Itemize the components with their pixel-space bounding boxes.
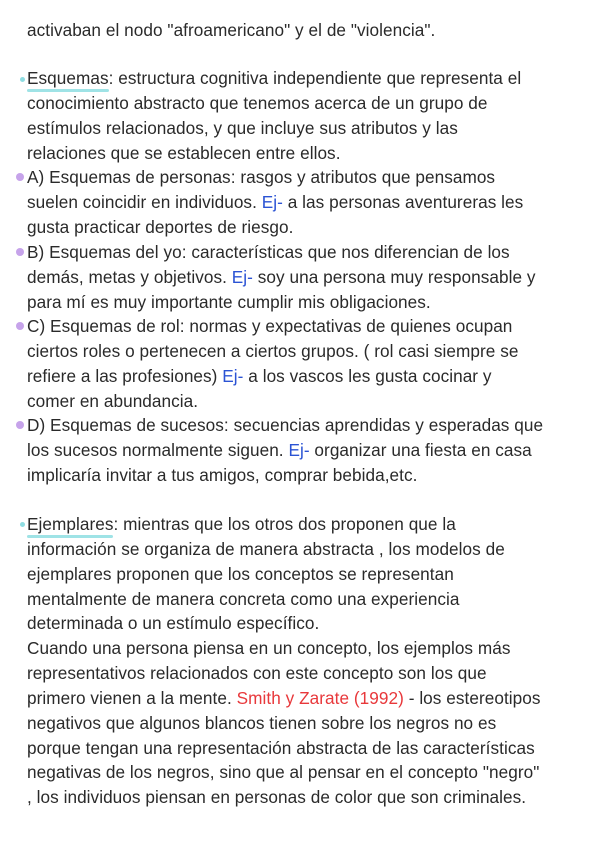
text-line: relaciones que se establecen entre ellos.: [27, 143, 341, 163]
text-line: activaban el nodo "afroamericano" y el de "violencia".: [27, 20, 436, 40]
text-line: los sucesos normalmente siguen. Ej- organizar una fiesta en casa: [27, 440, 532, 460]
text-line: porque tengan una representación abstracta de las características: [27, 738, 535, 758]
list-item-a: A) Esquemas de personas: rasgos y atributos que pensamos: [27, 167, 496, 187]
term-ejemplares: Ejemplares: [27, 512, 113, 536]
text-line: ejemplares proponen que los conceptos se representan: [27, 564, 454, 584]
intro-line: [27, 18, 435, 42]
example-marker: Ej-: [222, 366, 244, 386]
citation: Smith y Zarate (1992): [236, 688, 404, 708]
text-line: primero vienen a la mente. Smith y Zarate (1992) - los estereotipos: [27, 688, 541, 708]
text-line: refiere a las profesiones) Ej- a los vascos les gusta cocinar y: [27, 366, 492, 386]
example-marker: Ej-: [261, 192, 283, 212]
ejemplares-heading-line: Ejemplares : mientras que los otros dos proponen que la: [27, 512, 456, 536]
list-item-c: C) Esquemas de rol: normas y expectativas de quienes ocupan: [27, 316, 513, 336]
bullet-dot: [16, 322, 24, 330]
text-line: suelen coincidir en individuos. Ej- a las personas aventureras les: [27, 192, 524, 212]
bullet-dot: [20, 77, 25, 82]
text-line: representativos relacionados con este concepto son los que: [27, 663, 487, 683]
bullet-dot: [16, 248, 24, 256]
bullet-dot: [16, 173, 24, 181]
text-line: , los individuos piensan en personas de color que son criminales.: [27, 787, 527, 807]
text-line: ciertos roles o pertenecen a ciertos grupos. ( rol casi siempre se: [27, 341, 519, 361]
text-line: para mí es muy importante cumplir mis obligaciones.: [27, 292, 431, 312]
bullet-dot: [20, 522, 25, 527]
text-line: implicaría invitar a tus amigos, comprar bebida,etc.: [27, 465, 418, 485]
example-marker: Ej-: [288, 440, 310, 460]
text-line: Cuando una persona piensa en un concepto, los ejemplos más: [27, 638, 511, 658]
text-line: gusta practicar deportes de riesgo.: [27, 217, 294, 237]
example-marker: Ej-: [231, 267, 253, 287]
list-item-b: B) Esquemas del yo: características que nos diferencian de los: [27, 242, 510, 262]
term-esquemas: Esquemas: [27, 66, 109, 90]
text-line: conocimiento abstracto que tenemos acerca de un grupo de: [27, 93, 488, 113]
list-item-d: D) Esquemas de sucesos: secuencias aprendidas y esperadas que: [27, 415, 544, 435]
text-line: mentalmente de manera concreta como una experiencia: [27, 589, 460, 609]
text-line: información se organiza de manera abstracta , los modelos de: [27, 539, 505, 559]
text-line: negativos que algunos blancos tienen sobre los negros no es: [27, 713, 497, 733]
bullet-dot: [16, 421, 24, 429]
text-line: comer en abundancia.: [27, 391, 199, 411]
text-line: negativas de los negros, sino que al pensar en el concepto "negro": [27, 762, 540, 782]
esquemas-heading-line: Esquemas : estructura cognitiva independiente que representa el: [27, 66, 521, 90]
text-line: determinada o un estímulo específico.: [27, 613, 320, 633]
text-line: demás, metas y objetivos. Ej- soy una persona muy responsable y: [27, 267, 536, 287]
text-line: estímulos relacionados, y que incluye sus atributos y las: [27, 118, 458, 138]
